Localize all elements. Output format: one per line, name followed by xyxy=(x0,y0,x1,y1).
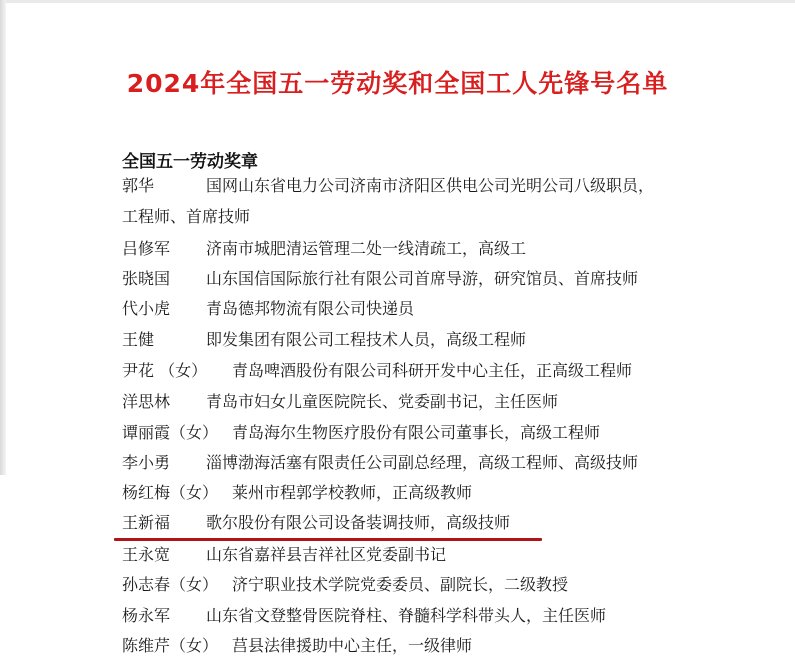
person-name: 王新福 xyxy=(122,513,171,532)
person-description-continued: 工程师、首席技师 xyxy=(122,207,251,226)
document-title: 2024年全国五一劳动奖和全国工人先锋号名单 xyxy=(126,69,669,98)
page-top-edge xyxy=(0,0,795,3)
person-name: 张晓国 xyxy=(122,269,171,288)
highlight-underline xyxy=(114,538,542,541)
person-name: 尹花 （女） xyxy=(122,361,208,380)
person-name: 吕修军 xyxy=(122,239,171,258)
person-description: 山东省嘉祥县吉祥社区党委副书记 xyxy=(206,545,447,564)
person-description: 歌尔股份有限公司设备装调技师，高级技师 xyxy=(206,513,511,532)
person-description: 山东省文登整骨医院脊柱、脊髓科学科带头人，主任医师 xyxy=(206,606,607,625)
person-description: 青岛德邦物流有限公司快递员 xyxy=(206,299,415,318)
person-name: 杨红梅（女） xyxy=(122,483,219,502)
person-description: 山东国信国际旅行社有限公司首席导游，研究馆员、首席技师 xyxy=(206,269,639,288)
person-description: 淄博渤海活塞有限责任公司副总经理，高级工程师、高级技师 xyxy=(206,453,639,472)
person-name: 孙志春（女） xyxy=(122,575,219,594)
person-name: 郭华 xyxy=(122,176,155,195)
person-description: 青岛啤酒股份有限公司科研开发中心主任，正高级工程师 xyxy=(232,361,633,380)
person-name: 陈维芹（女） xyxy=(122,636,219,655)
person-name: 王健 xyxy=(122,330,155,349)
person-name: 洋思林 xyxy=(122,392,171,411)
person-name: 王永宽 xyxy=(122,545,171,564)
person-description: 济宁职业技术学院党委委员、副院长，二级教授 xyxy=(232,575,569,594)
person-description: 青岛市妇女儿童医院院长、党委副书记，主任医师 xyxy=(206,392,559,411)
section-heading: 全国五一劳动奖章 xyxy=(122,152,258,172)
person-description: 济南市城肥清运管理二处一线清疏工，高级工 xyxy=(206,239,527,258)
person-description: 莒县法律援助中心主任，一级律师 xyxy=(232,636,473,655)
person-name: 代小虎 xyxy=(122,299,171,318)
person-name: 李小勇 xyxy=(122,453,171,472)
person-description: 即发集团有限公司工程技术人员，高级工程师 xyxy=(206,330,527,349)
person-name: 杨永军 xyxy=(122,606,171,625)
person-name: 谭丽霞（女） xyxy=(122,423,219,442)
person-description: 青岛海尔生物医疗股份有限公司董事长，高级工程师 xyxy=(232,423,601,442)
person-description: 莱州市程郭学校教师，正高级教师 xyxy=(232,483,473,502)
person-description: 国网山东省电力公司济南市济阳区供电公司光明公司八级职员， xyxy=(206,176,655,195)
